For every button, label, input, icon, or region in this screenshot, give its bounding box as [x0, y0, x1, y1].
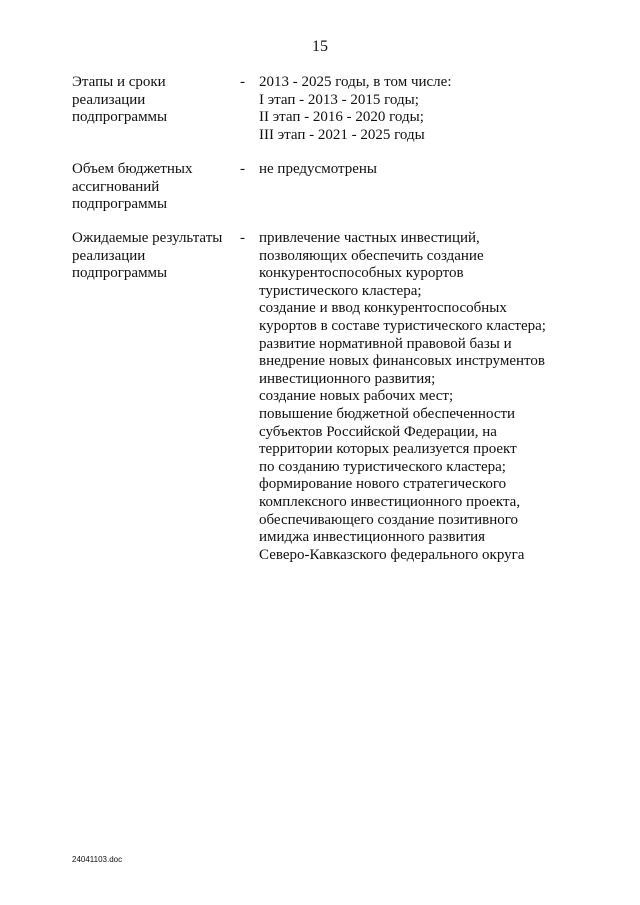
value-line: II этап - 2016 - 2020 годы;: [259, 109, 424, 126]
document-filename: 24041103.doc: [72, 855, 123, 864]
value-line: туристического кластера;: [259, 282, 422, 299]
value-line: привлечение частных инвестиций,: [259, 230, 480, 246]
row-values: [259, 161, 579, 179]
value-line: обеспечивающего создание позитивного: [259, 511, 519, 528]
value-line: формирование нового стратегического: [259, 476, 507, 493]
value-line: позволяющих обеспечить создание: [259, 247, 484, 264]
value-line: субъектов Российской Федерации, на: [259, 423, 497, 440]
value-line: I этап - 2013 - 2015 годы;: [259, 91, 419, 108]
value-line: повышение бюджетной обеспеченности: [259, 405, 516, 422]
value-line: Северо-Кавказского федерального округа: [259, 546, 525, 563]
value-line: создание новых рабочих мест;: [259, 388, 454, 405]
row-label: Объем бюджетных ассигнований подпрограммы: [72, 161, 193, 213]
value-line: создание и ввод конкурентоспособных: [259, 300, 507, 317]
value-line: имиджа инвестиционного развития: [259, 529, 486, 546]
value-line: курортов в составе туристического кластера;: [259, 317, 546, 334]
value-line: по созданию туристического кластера;: [259, 458, 506, 475]
value-line: конкурентоспособных курортов: [259, 265, 464, 282]
dash-separator: -: [240, 161, 245, 177]
dash-separator: -: [240, 230, 245, 246]
page-number: 15: [312, 38, 328, 55]
row-values: [259, 230, 579, 564]
value-line: инвестиционного развития;: [259, 370, 436, 387]
value-line: внедрение новых финансовых инструментов: [259, 353, 545, 370]
value-line: территории которых реализуется проект: [259, 441, 517, 458]
value-line: не предусмотрены: [259, 161, 378, 177]
value-line: III этап - 2021 - 2025 годы: [259, 126, 425, 143]
value-line: 2013 - 2025 годы, в том числе:: [259, 74, 452, 90]
row-label: Этапы и сроки реализации подпрограммы: [72, 74, 168, 126]
value-line: развитие нормативной правовой базы и: [259, 335, 512, 352]
dash-separator: -: [240, 74, 245, 90]
row-values: [259, 74, 579, 144]
value-line: комплексного инвестиционного проекта,: [259, 493, 521, 510]
row-label: Ожидаемые результаты реализации подпрограммы: [72, 230, 223, 282]
